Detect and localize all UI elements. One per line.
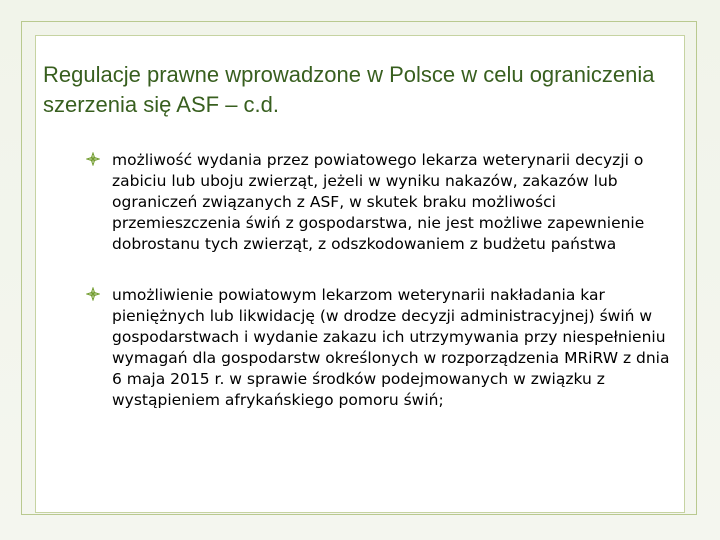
slide-title: Regulacje prawne wprowadzone w Polsce w celu ograniczenia szerzenia się ASF – c.d. xyxy=(43,62,655,117)
bullet-item xyxy=(86,150,676,255)
bullet-text: umożliwienie powiatowym lekarzom weterynarii nakładania kar pieniężnych lub likwidację (w drodze decyzji administracyjnej) świń w gospodarstwach i wydanie zakazu ich utrzymywania przy niespełnieniu wymagań dla gospodarstw określonych w rozporządzenia MRiRW z dnia 6 maja 2015 r. w sprawie środków podejmowanych w związku z wystąpieniem afrykańskiego pomoru świń; xyxy=(112,286,670,409)
bullet-text: możliwość wydania przez powiatowego lekarza weterynarii decyzji o zabiciu lub uboju zwierząt, jeżeli w wyniku nakazów, zakazów lub ograniczeń związanych z ASF, w skutek braku możliwości przemieszczenia świń z gospodarstwa, nie jest możliwe zapewnienie dobrostanu tych zwierząt, z odszkodowaniem z budżetu państwa xyxy=(112,151,645,253)
diamond-bullet-icon xyxy=(86,152,100,166)
bullet-item xyxy=(86,285,676,411)
diamond-bullet-icon xyxy=(86,287,100,301)
bullet-list xyxy=(86,150,676,441)
